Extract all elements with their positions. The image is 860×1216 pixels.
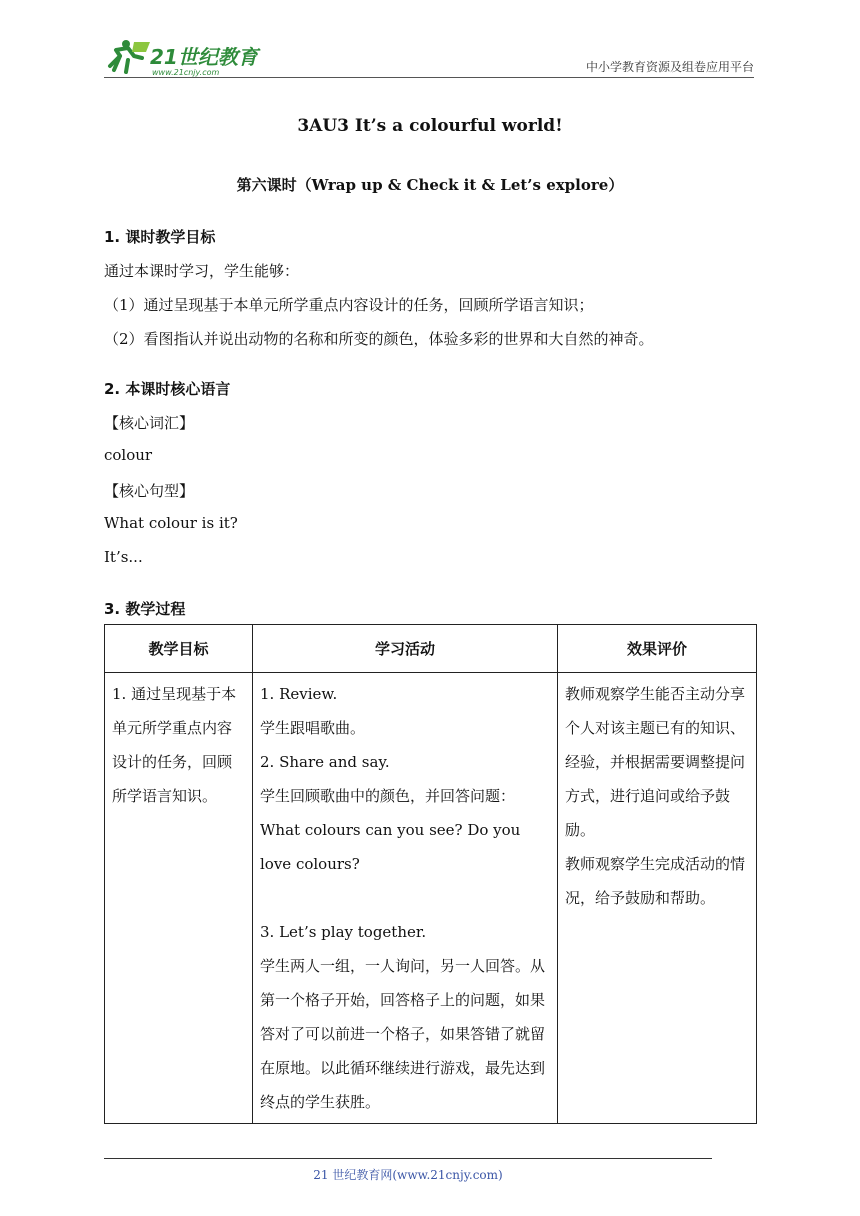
col-header-activity: 学习活动 <box>253 625 558 673</box>
vocab-word: colour <box>104 446 153 464</box>
activity-review: 1. Review. <box>260 685 338 703</box>
teaching-process-table <box>104 624 757 1124</box>
section1-intro: 通过本课时学习，学生能够： <box>104 262 300 280</box>
spacer <box>260 881 550 915</box>
section3-heading: 3. 教学过程 <box>104 600 186 618</box>
runner-icon <box>110 40 150 72</box>
page-subtitle: 第六课时（Wrap up & Check it & Let’s explore） <box>236 176 624 194</box>
page-title: 3AU3 It’s a colourful world! <box>297 116 563 136</box>
evaluation-1: 教师观察学生能否主动分享个人对该主题已有的知识、经验，并根据需要调整提问方式，进行追问或给予鼓励。 <box>565 685 746 839</box>
evaluation-cell <box>558 673 757 1124</box>
activity-cell <box>253 673 558 1124</box>
activity-play: 3. Let’s play together. <box>260 923 427 941</box>
footer-text: 21 世纪教育网(www.21cnjy.com) <box>313 1168 503 1182</box>
activity-share-desc: 学生回顾歌曲中的颜色，并回答问题：What colours can you see? Do you love colours? <box>260 787 521 873</box>
activity-review-desc: 学生跟唱歌曲。 <box>260 719 366 737</box>
evaluation-2: 教师观察学生完成活动的情况，给予鼓励和帮助。 <box>565 855 746 907</box>
activity-play-desc: 学生两人一组，一人询问，另一人回答。从第一个格子开始，回答格子上的问题，如果答对了可以前进一个格子，如果答错了就留在原地。以此循环继续进行游戏，最先达到终点的学生获胜。 <box>260 957 546 1111</box>
col-header-goal: 教学目标 <box>105 625 253 673</box>
activity-share: 2. Share and say. <box>260 753 390 771</box>
table-row <box>105 673 757 1124</box>
objective-item-2: （2）看图指认并说出动物的名称和所变的颜色，体验多彩的世界和大自然的神奇。 <box>104 330 654 348</box>
logo <box>104 36 274 78</box>
section1-heading: 1. 课时教学目标 <box>104 228 216 246</box>
footer-divider <box>104 1158 712 1159</box>
objective-item-1: （1）通过呈现基于本单元所学重点内容设计的任务，回顾所学语言知识； <box>104 296 594 314</box>
logo-url: www.21cnjy.com <box>152 68 220 77</box>
logo-text: 21世纪教育 <box>150 45 258 69</box>
table-header-row <box>105 625 757 673</box>
goal-cell: 1. 通过呈现基于本单元所学重点内容设计的任务，回顾所学语言知识。 <box>105 673 253 1124</box>
page-header <box>104 36 754 78</box>
vocab-label: 【核心词汇】 <box>104 414 195 432</box>
header-divider <box>104 77 754 78</box>
platform-name: 中小学教育资源及组卷应用平台 <box>585 60 754 74</box>
sentence-1: What colour is it? <box>104 514 238 532</box>
sentence-label: 【核心句型】 <box>104 482 195 500</box>
col-header-evaluation: 效果评价 <box>558 625 757 673</box>
sentence-2: It’s... <box>104 548 143 566</box>
section2-heading: 2. 本课时核心语言 <box>104 380 231 398</box>
